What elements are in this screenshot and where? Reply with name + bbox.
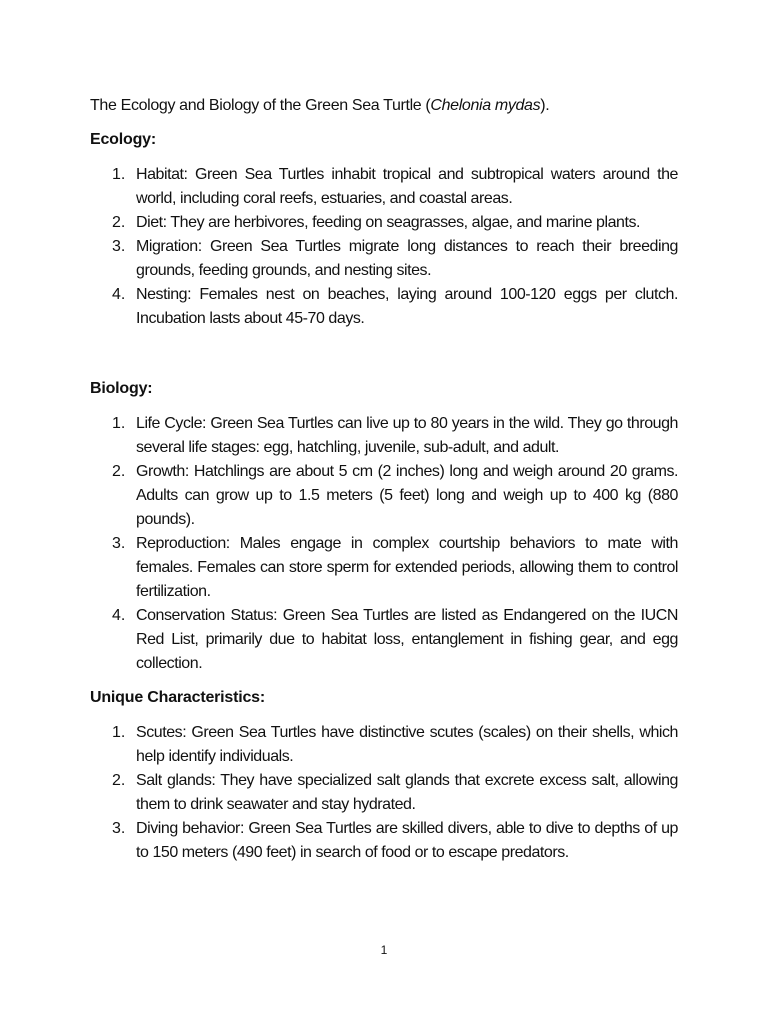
ecology-list	[90, 163, 678, 331]
list-item	[90, 721, 678, 769]
list-item	[90, 283, 678, 331]
section-heading-ecology: Ecology:	[90, 131, 156, 148]
list-number: 4.	[112, 607, 126, 624]
page-number: 1	[380, 943, 388, 957]
list-number: 2.	[112, 214, 126, 231]
list-item-text: Diet: They are herbivores, feeding on seagrasses, algae, and marine plants.	[136, 214, 641, 231]
list-number: 3.	[112, 535, 126, 552]
list-item	[90, 817, 678, 865]
biology-list	[90, 412, 678, 676]
list-item	[90, 769, 678, 817]
list-item	[90, 163, 678, 211]
list-item	[90, 235, 678, 283]
list-number: 2.	[112, 463, 126, 480]
list-item	[90, 211, 678, 235]
list-item-text: Diving behavior: Green Sea Turtles are skilled divers, able to dive to depths of up to 150 meters (490 feet) in search of food or to escape predators.	[136, 820, 678, 861]
list-item-text: Scutes: Green Sea Turtles have distinctive scutes (scales) on their shells, which help identify individuals.	[136, 724, 678, 765]
list-number: 4.	[112, 286, 126, 303]
list-item	[90, 604, 678, 676]
list-number: 1.	[112, 415, 126, 432]
list-item-text: Salt glands: They have specialized salt glands that excrete excess salt, allowing them to drink seawater and stay hydrated.	[136, 772, 678, 813]
title-prefix: The Ecology and Biology of the Green Sea Turtle (	[90, 97, 431, 114]
document-body	[90, 94, 678, 865]
species-name: Chelonia mydas	[430, 97, 541, 114]
document-title	[90, 94, 678, 118]
list-number: 1.	[112, 724, 126, 741]
list-item-text: Reproduction: Males engage in complex courtship behaviors to mate with females. Females can store sperm for extended periods, allowing them to control fertilization.	[136, 535, 678, 600]
list-item-text: Conservation Status: Green Sea Turtles are listed as Endangered on the IUCN Red List, primarily due to habitat loss, entanglement in fishing gear, and egg collection.	[136, 607, 678, 672]
section-heading-unique-characteristics: Unique Characteristics:	[90, 689, 266, 706]
list-number: 1.	[112, 166, 126, 183]
list-item-text: Nesting: Females nest on beaches, laying around 100-120 eggs per clutch. Incubation lasts about 45-70 days.	[136, 286, 678, 327]
title-suffix: ).	[540, 97, 550, 114]
list-number: 3.	[112, 820, 126, 837]
list-item	[90, 532, 678, 604]
section-heading-biology: Biology:	[90, 380, 153, 397]
list-item-text: Migration: Green Sea Turtles migrate long distances to reach their breeding grounds, feeding grounds, and nesting sites.	[136, 238, 678, 279]
list-number: 2.	[112, 772, 126, 789]
list-item	[90, 460, 678, 532]
list-number: 3.	[112, 238, 126, 255]
list-item	[90, 412, 678, 460]
unique-characteristics-list	[90, 721, 678, 865]
list-item-text: Life Cycle: Green Sea Turtles can live up to 80 years in the wild. They go through several life stages: egg, hatchling, juvenile, sub-adult, and adult.	[136, 415, 678, 456]
list-item-text: Habitat: Green Sea Turtles inhabit tropical and subtropical waters around the world, including coral reefs, estuaries, and coastal areas.	[136, 166, 678, 207]
list-item-text: Growth: Hatchlings are about 5 cm (2 inches) long and weigh around 20 grams. Adults can grow up to 1.5 meters (5 feet) long and weigh up to 400 kg (880 pounds).	[136, 463, 678, 528]
